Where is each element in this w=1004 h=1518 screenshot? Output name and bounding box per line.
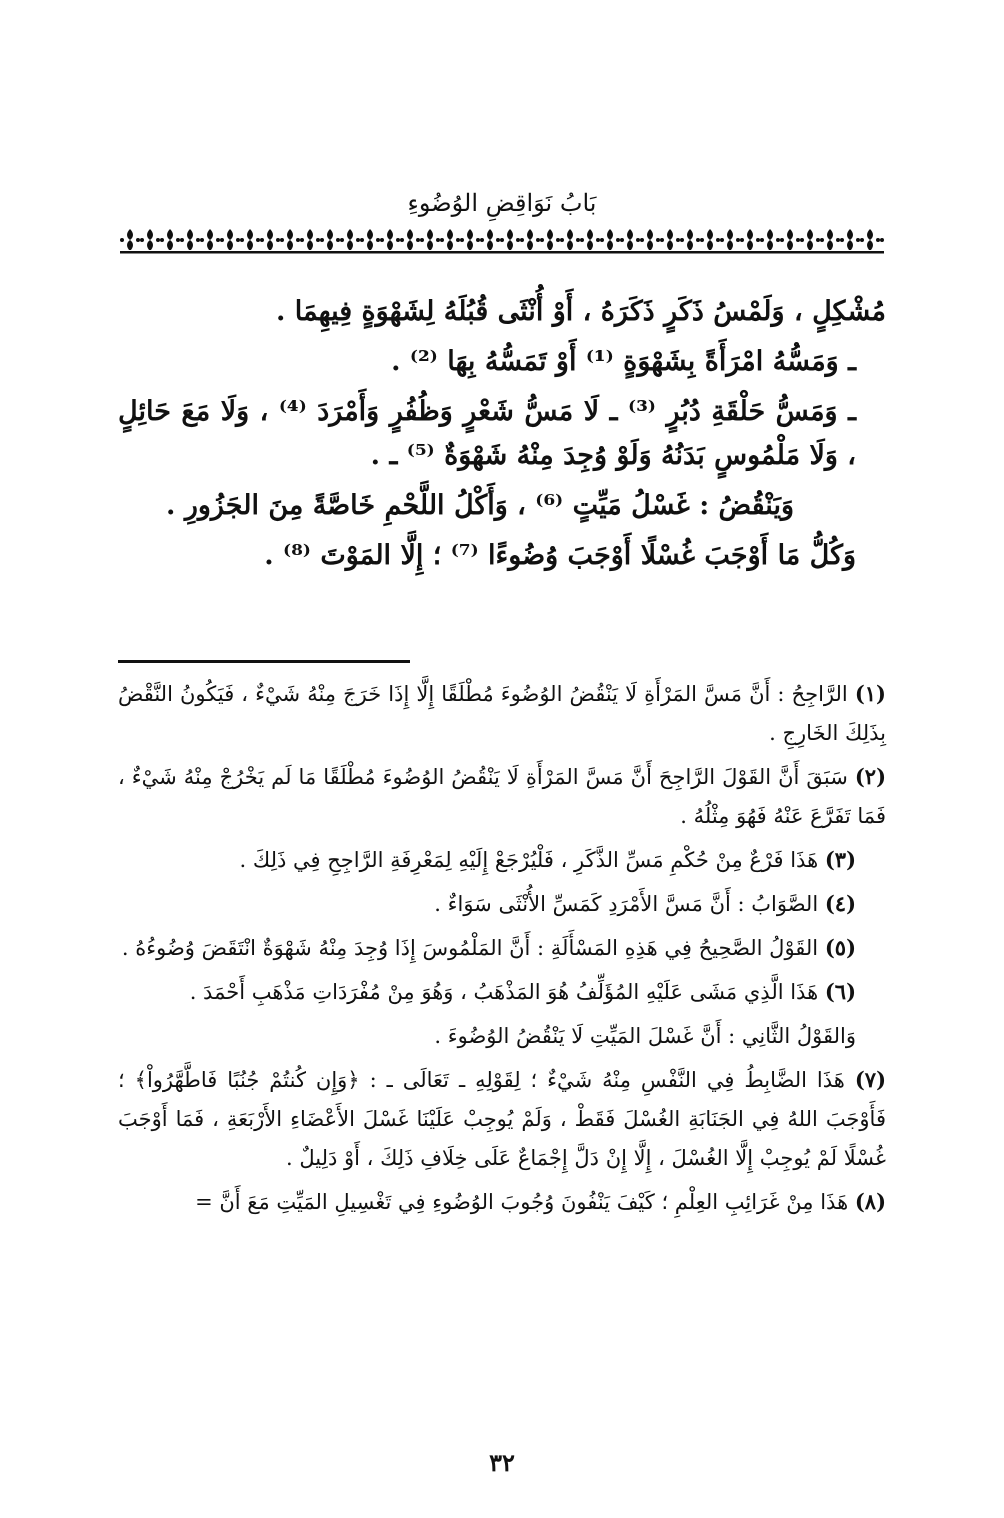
main-line: ـ وَمَسُّ حَلْقَةِ دُبُرٍ ⁽³⁾ ـ لَا مَسُّ شَعْرٍ وَظُفُرٍ وَأَمْرَدَ ⁽⁴⁾ ، وَلَا مَعَ حَائِلٍ ، وَلَا مَلْمُوسٍ بَدَنُهُ وَلَوْ وُجِدَ مِنْهُ شَهْوَةٌ ⁽⁵⁾ ـ . — [118, 396, 856, 471]
page-number: ٣٢ — [489, 1448, 515, 1477]
main-text — [118, 290, 886, 584]
footnote-number: (١) — [854, 681, 886, 706]
footnote-text: وَالقَوْلُ الثَّانِي : أَنَّ غَسْلَ المَيِّتِ لَا يَنْقُضُ الوُضُوءَ . — [434, 1024, 856, 1048]
footnote — [118, 840, 886, 880]
footnote-text: الصَّوَابُ : أَنَّ مَسَّ الأَمْرَدِ كَمَسِّ الأُنْثَى سَوَاءٌ . — [434, 892, 819, 916]
footnote — [118, 757, 886, 836]
footnote — [118, 1016, 886, 1056]
footnote — [118, 1182, 886, 1222]
footnote-number: (٦) — [824, 979, 856, 1004]
footnote-text: سَبَقَ أَنَّ القَوْلَ الرَّاجِحَ أَنَّ مَسَّ المَرْأَةِ لَا يَنْقُضُ الوُضُوءَ مُطْلَقًا مَا لَم يَخْرُجْ مِنْهُ شَيْءٌ ، فَمَا تَفَرَّعَ عَنْهُ فَهُوَ مِثْلُهُ . — [118, 765, 886, 828]
footnote-text: القَوْلُ الصَّحِيحُ فِي هَذِهِ المَسْأَلَةِ : أَنَّ المَلْمُوسَ إِذَا وُجِدَ مِنْهُ شَهْوَةٌ انْتَقَضَ وُضُوءُهُ . — [121, 936, 819, 960]
footnotes — [118, 674, 886, 1226]
footnote — [118, 674, 886, 753]
footnote-number: (٢) — [854, 764, 886, 789]
footnote-text: هَذَا الضَّابِطُ فِي النَّفْسِ مِنْهُ شَيْءٌ ؛ لِقَوْلِهِ ـ تَعَالَى ـ : ﴿وَإِن كُنتُمْ جُنُبًا فَاطَّهَّرُواْ﴾ ؛ فَأَوْجَبَ اللهُ فِي الجَنَابَةِ الغُسْلَ فَقَطْ ، وَلَمْ يُوجِبْ عَلَيْنَا غَسْلَ الأَعْضَاءِ الأَرْبَعَةِ ، فَمَا أَوْجَبَ غُسْلًا لَمْ يُوجِبْ إِلَّا الغُسْلَ ، إِلَّا إِنْ دَلَّ إِجْمَاعٌ عَلَى خِلَافِ ذَلِكَ ، أَوْ دَلِيلٌ . — [118, 1068, 886, 1170]
footnote — [118, 1060, 886, 1178]
footnote-number: (٧) — [854, 1067, 886, 1092]
main-line: وَكُلُّ مَا أَوْجَبَ غُسْلًا أَوْجَبَ وُضُوءًا ⁽⁷⁾ ؛ إِلَّا المَوْتَ ⁽⁸⁾ . — [264, 540, 856, 571]
footnote-number: (٣) — [824, 847, 856, 872]
footnote — [118, 884, 886, 924]
footnote-text: هَذَا مِنْ غَرَائِبِ العِلْمِ ؛ كَيْفَ يَنْفُونَ وُجُوبَ الوُضُوءِ فِي تَغْسِيلِ المَيِّتِ مَعَ أَنَّ = — [195, 1190, 849, 1214]
footnote-number: (٥) — [824, 935, 856, 960]
footnote-number: (٨) — [854, 1189, 886, 1214]
ornament-pattern-icon — [120, 226, 884, 254]
footnote-text: الرَّاجِحُ : أَنَّ مَسَّ المَرْأَةِ لَا يَنْقُضُ الوُضُوءَ مُطْلَقًا إِلَّا إِذَا خَرَجَ مِنْهُ شَيْءٌ ، فَيَكُونُ النَّقْضُ بِذَلِكَ الخَارِجِ . — [118, 682, 886, 745]
chapter-header: بَابُ نَوَاقِضِ الوُضُوءِ — [407, 189, 597, 217]
footnote — [118, 972, 886, 1012]
footnote-text: هَذَا الَّذِي مَشَى عَلَيْهِ المُؤَلِّفُ هُوَ المَذْهَبُ ، وَهُوَ مِنْ مُفْرَدَاتِ مَذْهَبِ أَحْمَدَ . — [189, 980, 819, 1004]
footnote-number: (٤) — [824, 891, 856, 916]
main-line: وَيَنْقُضُ : غَسْلُ مَيِّتٍ ⁽⁶⁾ ، وَأَكْلُ اللَّحْمِ خَاصَّةً مِنَ الجَزُورِ . — [166, 490, 794, 521]
footnote — [118, 928, 886, 968]
main-line: ـ وَمَسُّهُ امْرَأَةً بِشَهْوَةٍ ⁽¹⁾ أَوْ تَمَسُّهُ بِهَا ⁽²⁾ . — [391, 346, 856, 377]
footnote-text: هَذَا فَرْعٌ مِنْ حُكْمِ مَسِّ الذَّكَرِ ، فَلْيُرْجَعْ إِلَيْهِ لِمَعْرِفَةِ الرَّاجِحِ فِي ذَلِكَ . — [239, 848, 819, 872]
footnote-divider — [118, 660, 410, 663]
main-line: مُشْكِلٍ ، وَلَمْسُ ذَكَرٍ ذَكَرَهُ ، أَوْ أُنْثَى قُبُلَهُ لِشَهْوَةٍ فِيهِمَا . — [276, 296, 886, 327]
ornamental-border — [120, 226, 884, 254]
